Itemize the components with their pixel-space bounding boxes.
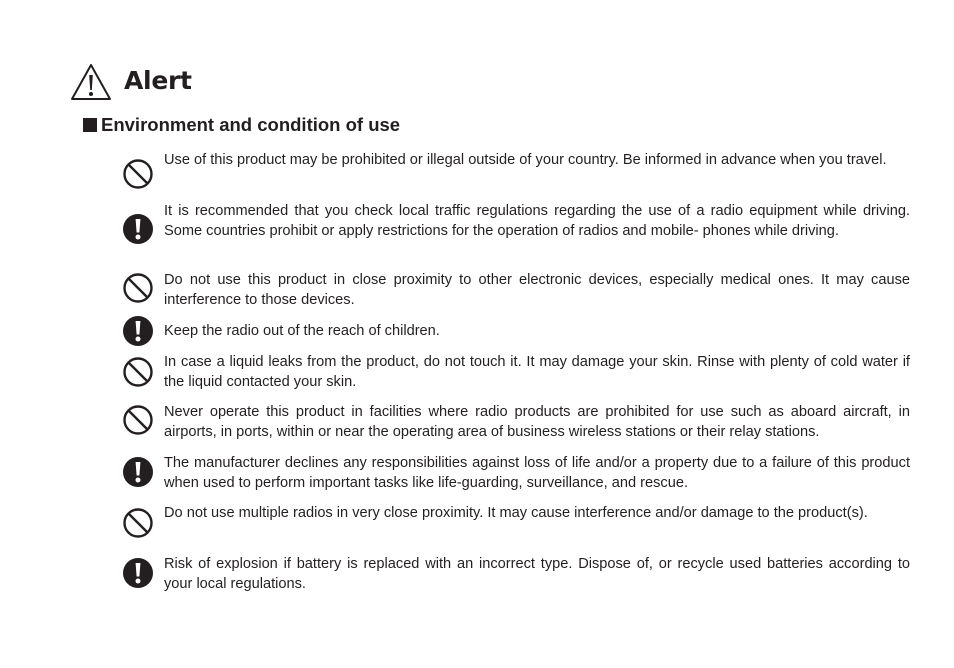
prohibited-icon — [122, 158, 154, 190]
mandatory-exclamation-icon — [122, 456, 154, 488]
warning-triangle-icon — [70, 63, 112, 101]
alert-header — [70, 63, 112, 101]
prohibited-icon — [122, 272, 154, 304]
item-text: The manufacturer declines any responsibilities against loss of life and/or a property due to a failure of this product when used to perform important tasks like life-guarding, surveillance, and rescue. — [164, 455, 910, 491]
mandatory-exclamation-icon — [122, 213, 154, 245]
prohibited-icon — [122, 356, 154, 388]
item-text: In case a liquid leaks from the product, do not touch it. It may damage your skin. Rinse with plenty of cold water if the liquid contacted your skin. — [164, 354, 910, 390]
section-title: Environment and condition of use — [101, 114, 401, 135]
item-text: Risk of explosion if battery is replaced with an incorrect type. Dispose of, or recycle used batteries according to your local regulations. — [164, 556, 910, 592]
mandatory-exclamation-icon — [122, 315, 154, 347]
item-text: Do not use this product in close proximity to other electronic devices, especially medical ones. It may cause interference to those devices. — [164, 272, 910, 308]
item-text: Do not use multiple radios in very close proximity. It may cause interference and/or damage to the product(s). — [164, 505, 868, 521]
section-heading — [83, 114, 400, 136]
page-title: Alert — [124, 66, 192, 95]
prohibited-icon — [122, 507, 154, 539]
item-text: Never operate this product in facilities where radio products are prohibited for use such as aboard aircraft, in airports, in ports, within or near the operating area of business wireless stations or their relay stations. — [164, 404, 910, 440]
item-text: Keep the radio out of the reach of children. — [164, 323, 440, 339]
item-text: It is recommended that you check local traffic regulations regarding the use of a radio equipment while driving. Some countries prohibit or apply restrictions for the operation of radios and mobile- phones while driving. — [164, 203, 910, 239]
item-text: Use of this product may be prohibited or illegal outside of your country. Be informed in advance when you travel. — [164, 152, 887, 168]
prohibited-icon — [122, 404, 154, 436]
mandatory-exclamation-icon — [122, 557, 154, 589]
square-bullet-icon — [83, 118, 97, 132]
